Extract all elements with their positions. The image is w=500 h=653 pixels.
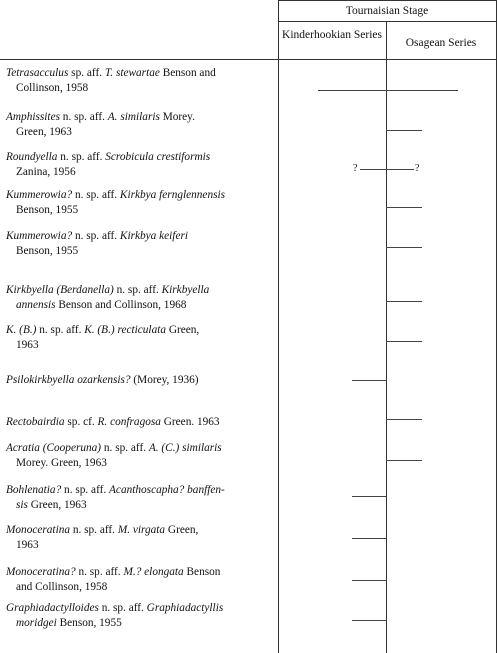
species-entry — [6, 415, 274, 430]
taxon-text: Benson, 1955 — [16, 244, 79, 257]
taxon-name: Monoceratina? — [6, 566, 76, 578]
taxon-text: Morey. Green, 1963 — [16, 456, 107, 469]
range-line-kinderhookian — [352, 538, 386, 539]
table-top-border — [278, 0, 496, 1]
taxon-text: 1963 — [16, 538, 39, 551]
taxon-name: Kirkbya fernglennensis — [119, 189, 226, 201]
taxon-text: Collinson, 1958 — [16, 81, 89, 94]
taxon-text: Morey. — [159, 111, 195, 123]
taxon-text: sp. cf. — [64, 416, 98, 428]
taxon-text: (Morey, 1936) — [130, 374, 199, 386]
species-entry-line — [6, 244, 274, 259]
taxon-name: Graphiadactyllis — [146, 602, 224, 614]
species-entry-line — [6, 229, 274, 244]
taxon-text: n. sp. aff. — [57, 151, 106, 163]
taxon-name: M.? elongata — [123, 566, 184, 578]
taxon-name: M. virgata — [117, 524, 166, 536]
taxon-text: and Collinson, 1958 — [16, 580, 108, 593]
taxon-text: Benson, 1955 — [16, 203, 79, 216]
taxon-name: Kirkbyella (Berdanella) — [6, 284, 114, 296]
range-line-kinderhookian — [352, 620, 386, 621]
species-entry — [6, 601, 274, 630]
species-entry-line — [6, 441, 274, 456]
species-entry-line — [6, 523, 274, 538]
species-entry — [6, 66, 274, 95]
species-entry-line — [6, 66, 274, 81]
taxon-text: n. sp. aff. — [113, 284, 162, 296]
taxon-text: Benson — [183, 566, 221, 578]
taxon-name: A. similaris — [107, 111, 160, 123]
taxon-name: Kummerowia? — [6, 189, 73, 201]
species-entry — [6, 565, 274, 594]
taxon-name: K. (B.) recticulata — [84, 324, 167, 336]
species-entry-line — [6, 323, 274, 338]
species-entry — [6, 229, 274, 258]
species-entry-line — [6, 298, 274, 313]
species-entry-line — [6, 338, 274, 353]
range-line-kinderhookian — [352, 380, 386, 381]
taxon-text: sp. aff. — [68, 67, 105, 79]
kinderhookian-label: Kinderhookian Series — [282, 29, 382, 41]
species-entry-line — [6, 203, 274, 218]
taxon-name: Acratia (Cooperuna) — [6, 442, 102, 454]
range-line-kinderhookian-uncertain — [360, 169, 386, 170]
taxon-text: Benson and Collinson, 1968 — [55, 298, 187, 311]
taxon-name: Roundyella — [6, 151, 58, 163]
taxon-text: Green, — [166, 324, 200, 336]
species-entry-line — [6, 616, 274, 631]
range-line-osagean — [386, 460, 422, 461]
taxon-text: n. sp. aff. — [72, 230, 120, 242]
taxon-name: Psilokirkbyella ozarkensis? — [6, 374, 131, 386]
species-entry-line — [6, 283, 274, 298]
species-entry-line — [6, 125, 274, 140]
range-line-osagean — [386, 341, 422, 342]
species-entry-line — [6, 165, 274, 180]
taxon-text: n. sp. aff. — [98, 602, 147, 614]
species-entry-line — [6, 150, 274, 165]
taxon-name: Rectobairdia — [6, 416, 65, 428]
range-line-osagean — [386, 90, 458, 91]
header-rule-stage — [278, 21, 496, 22]
taxon-text: n. sp. aff. — [36, 324, 85, 336]
taxon-name: moridgei — [16, 616, 57, 629]
species-entry-line — [6, 538, 274, 553]
taxon-text: n. sp. aff. — [75, 566, 124, 578]
taxon-text: Green, — [165, 524, 199, 536]
taxon-name: A. (C.) similaris — [148, 442, 222, 454]
table-divider-series — [386, 22, 387, 653]
species-entry-line — [6, 415, 274, 430]
range-line-osagean — [386, 419, 422, 420]
taxon-name: Acanthoscapha? banffen- — [109, 484, 225, 496]
species-entry-line — [6, 483, 274, 498]
taxon-text: Green. 1963 — [160, 416, 220, 428]
range-line-osagean — [386, 247, 422, 248]
uncertain-marker: ? — [353, 163, 358, 174]
taxon-text: n. sp. aff. — [72, 189, 120, 201]
taxon-name: R. confragosa — [97, 416, 161, 428]
taxon-text: n. sp. aff. — [101, 442, 149, 454]
species-entry-line — [6, 456, 274, 471]
stage-heading: Tournaisian Stage — [345, 5, 429, 17]
osagean-heading: Osagean Series — [405, 37, 477, 49]
taxon-name: Monoceratina — [6, 524, 71, 536]
taxon-name: T. stewartae — [104, 67, 160, 79]
table-divider-species — [278, 0, 279, 653]
species-entry — [6, 110, 274, 139]
species-entry-line — [6, 601, 274, 616]
taxon-name: Kirkbya keiferi — [119, 230, 188, 242]
species-entry-line — [6, 580, 274, 595]
uncertain-marker: ? — [415, 163, 420, 174]
taxon-text: 1963 — [16, 338, 39, 351]
range-line-osagean — [386, 130, 422, 131]
taxon-name: K. (B.) — [6, 324, 37, 336]
species-entry — [6, 483, 274, 512]
taxon-text: Benson and — [159, 67, 216, 79]
range-line-osagean — [386, 301, 422, 302]
species-entry-line — [6, 81, 274, 96]
taxon-text: Benson, 1955 — [56, 616, 122, 629]
taxon-text: n. sp. aff. — [61, 484, 110, 496]
species-entry-line — [6, 373, 274, 388]
taxon-text: Zanina, 1956 — [16, 165, 76, 178]
range-line-osagean-uncertain — [386, 169, 414, 170]
taxon-name: Graphiadactylloides — [6, 602, 99, 614]
species-entry — [6, 441, 274, 470]
range-line-kinderhookian — [352, 580, 386, 581]
taxon-name: Kirkbyella — [161, 284, 210, 296]
species-entry-line — [6, 565, 274, 580]
taxon-name: Amphissites — [6, 111, 60, 123]
species-entry — [6, 323, 274, 352]
taxon-name: Scrobicula crestiformis — [105, 151, 211, 163]
species-entry-line — [6, 498, 274, 513]
species-entry — [6, 373, 274, 388]
species-entry-line — [6, 188, 274, 203]
taxon-name: sis — [16, 498, 28, 511]
kinderhookian-heading — [280, 28, 384, 42]
table-right-border — [496, 0, 497, 653]
header-rule-bottom — [0, 59, 497, 60]
range-line-osagean — [386, 207, 422, 208]
range-line-kinderhookian — [318, 90, 386, 91]
species-entry — [6, 150, 274, 179]
species-entry — [6, 188, 274, 217]
taxon-name: Bohlenatia? — [6, 484, 62, 496]
taxon-text: Green, 1963 — [27, 498, 87, 511]
range-line-kinderhookian — [352, 496, 386, 497]
taxon-name: annensis — [16, 298, 56, 311]
species-entry — [6, 523, 274, 552]
taxon-text: Green, 1963 — [16, 125, 72, 138]
taxon-text: n. sp. aff. — [59, 111, 108, 123]
taxon-text: n. sp. aff. — [70, 524, 118, 536]
taxon-name: Kummerowia? — [6, 230, 73, 242]
taxon-name: Tetrasacculus — [6, 67, 69, 79]
species-entry — [6, 283, 274, 312]
species-entry-line — [6, 110, 274, 125]
